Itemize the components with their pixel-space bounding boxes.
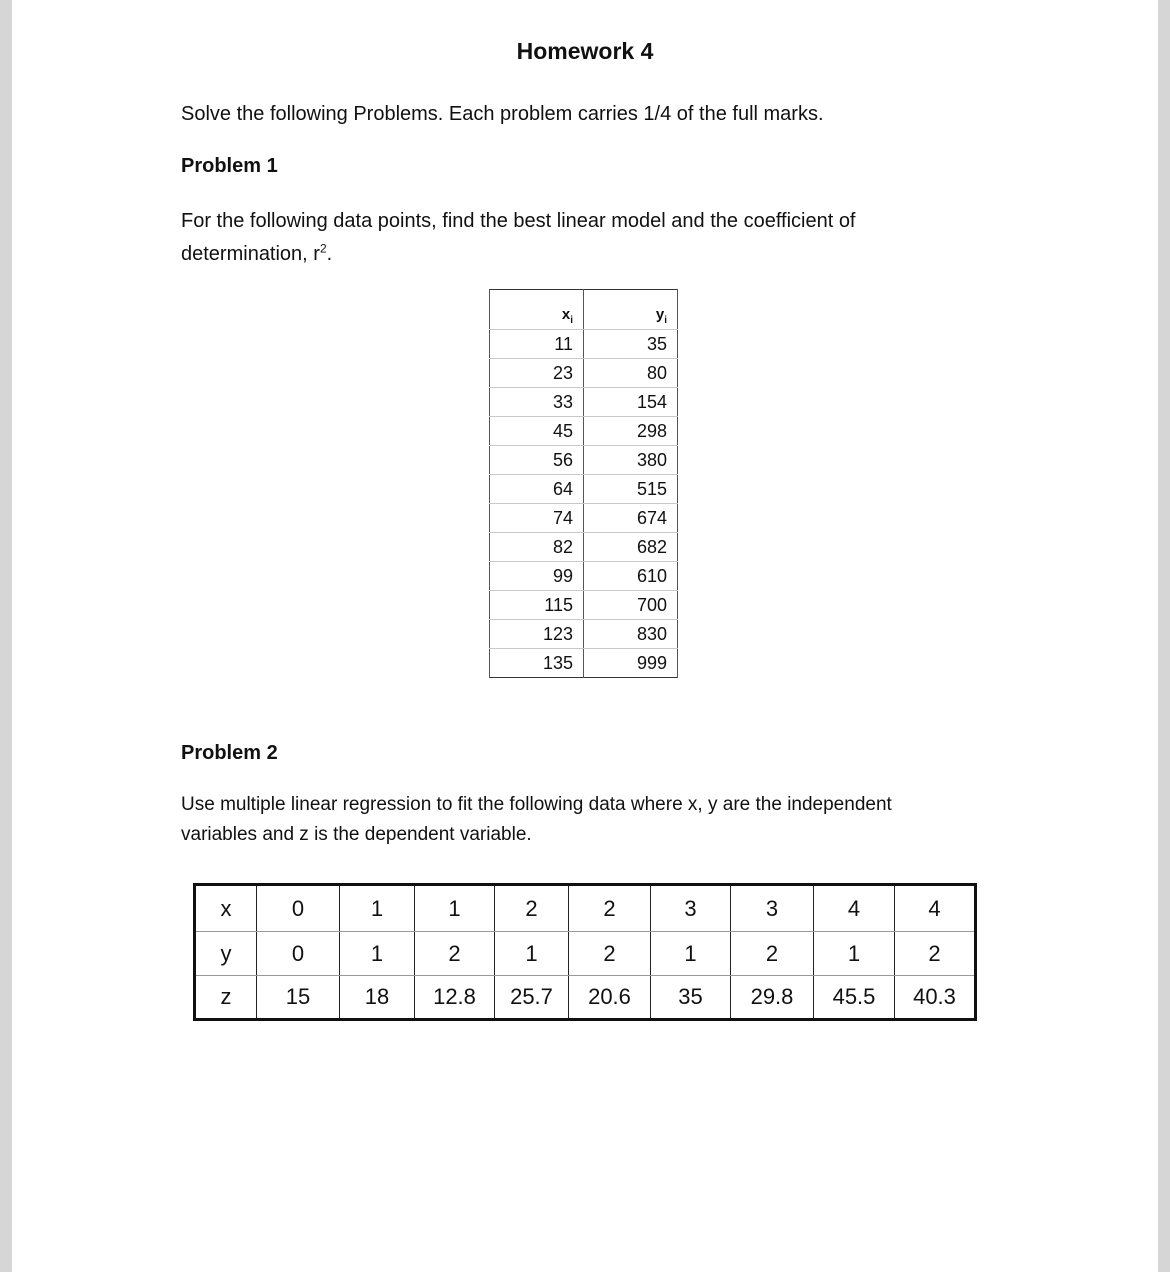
table-row-z [195,976,976,1020]
value-cell: 3 [731,885,814,932]
xi-cell: 33 [490,388,584,417]
yi-cell: 700 [584,591,678,620]
xi-cell: 45 [490,417,584,446]
value-cell: 0 [257,932,340,976]
value-cell: 15 [257,976,340,1020]
value-cell: 4 [814,885,895,932]
problem2-heading: Problem 2 [181,742,278,764]
table-row [490,504,678,533]
problem1-data-table [489,289,678,678]
value-cell: 2 [569,932,651,976]
xi-cell: 115 [490,591,584,620]
row-label: y [195,932,257,976]
table-row [490,475,678,504]
xi-cell: 74 [490,504,584,533]
xi-cell: 11 [490,330,584,359]
value-cell: 2 [895,932,976,976]
problem1-text [181,205,961,271]
header-xi: $x_i$ [490,290,584,330]
value-cell: 12.8 [415,976,495,1020]
xi-cell: 82 [490,533,584,562]
yi-cell: 674 [584,504,678,533]
table-row [490,359,678,388]
header-yi: $y_i$ [584,290,678,330]
table-row [490,620,678,649]
problem2-text-line2: variables and z is the dependent variable. [181,824,532,845]
xi-cell: 123 [490,620,584,649]
table-row [490,533,678,562]
value-cell: 0 [257,885,340,932]
table-row-y [195,932,976,976]
xi-cell: 135 [490,649,584,678]
yi-cell: 610 [584,562,678,591]
table-row-x [195,885,976,932]
r-squared-superscript: 2 [319,241,327,256]
yi-cell: 298 [584,417,678,446]
row-label: z [195,976,257,1020]
xi-cell: 99 [490,562,584,591]
value-cell: 3 [651,885,731,932]
table-row [490,446,678,475]
value-cell: 45.5 [814,976,895,1020]
yi-cell: 999 [584,649,678,678]
table-row [490,562,678,591]
value-cell: 20.6 [569,976,651,1020]
value-cell: 2 [495,885,569,932]
yi-cell: 515 [584,475,678,504]
value-cell: 29.8 [731,976,814,1020]
problem1-table-header-row [490,290,678,330]
problem1-heading: Problem 1 [181,155,278,177]
value-cell: 1 [340,932,415,976]
yi-cell: 830 [584,620,678,649]
xi-cell: 56 [490,446,584,475]
value-cell: 1 [814,932,895,976]
value-cell: 2 [569,885,651,932]
problem1-text-period: . [326,243,333,265]
problem2-data-table [193,883,977,1021]
value-cell: 25.7 [495,976,569,1020]
problem2-text [181,790,981,850]
yi-cell: 380 [584,446,678,475]
yi-cell: 682 [584,533,678,562]
yi-cell: 80 [584,359,678,388]
value-cell: 4 [895,885,976,932]
value-cell: 1 [495,932,569,976]
xi-cell: 64 [490,475,584,504]
page-title: Homework 4 [516,38,654,64]
value-cell: 35 [651,976,731,1020]
table-row [490,330,678,359]
table-row [490,591,678,620]
value-cell: 18 [340,976,415,1020]
yi-cell: 154 [584,388,678,417]
yi-cell: 35 [584,330,678,359]
table-row [490,417,678,446]
value-cell: 2 [415,932,495,976]
value-cell: 2 [731,932,814,976]
value-cell: 1 [651,932,731,976]
intro-text: Solve the following Problems. Each problem carries 1/4 of the full marks. [181,103,824,125]
document-page [12,0,1158,1272]
problem1-text-line2: determination, r [181,243,320,265]
value-cell: 1 [415,885,495,932]
xi-cell: 23 [490,359,584,388]
problem2-text-line1: Use multiple linear regression to fit the following data where x, y are the independent [181,794,892,815]
row-label: x [195,885,257,932]
value-cell: 40.3 [895,976,976,1020]
table-row [490,388,678,417]
problem1-text-line1: For the following data points, find the best linear model and the coefficient of [181,210,856,232]
value-cell: 1 [340,885,415,932]
table-row [490,649,678,678]
